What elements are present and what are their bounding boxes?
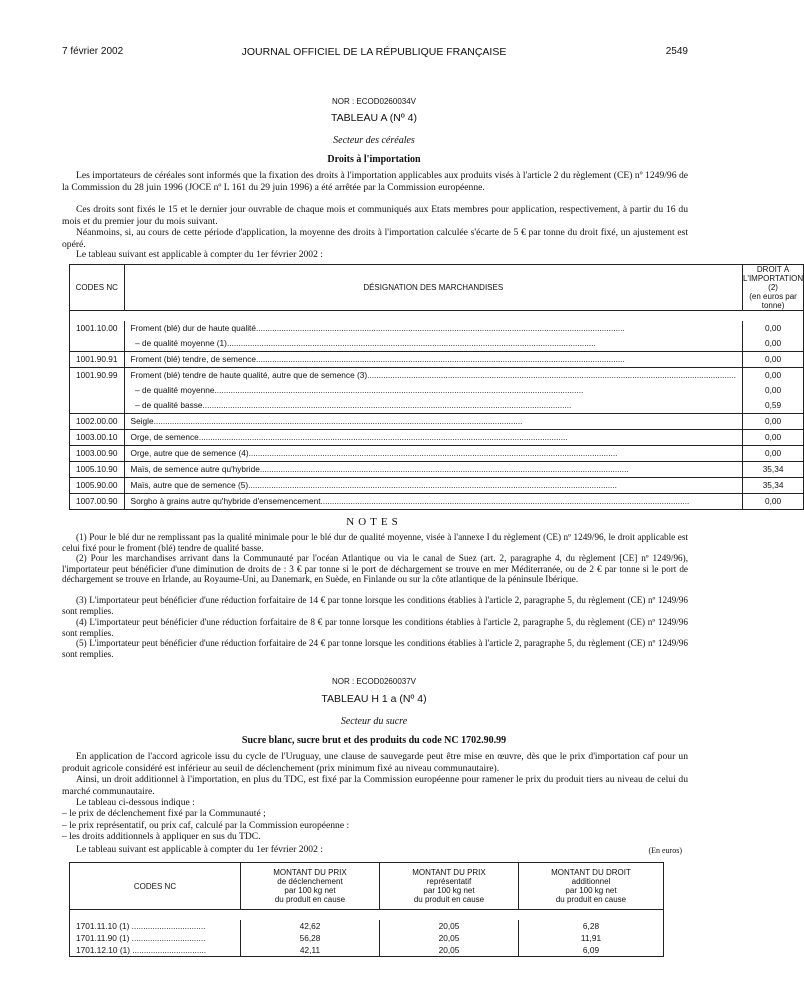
code-cell — [70, 430, 125, 446]
designation-text: – de qualité moyenne — [130, 385, 215, 395]
paragraph: Le tableau suivant est applicable à compter du 1er février 2002 : — [76, 249, 323, 260]
duty-value: 0,00 — [764, 370, 782, 380]
list-item: – les droits additionnels à appliquer en sus du TDC. — [62, 831, 261, 842]
designation-text: Seigle — [130, 416, 154, 426]
journal-title: JOURNAL OFFICIEL DE LA RÉPUBLIQUE FRANÇAISE — [241, 46, 507, 58]
col-header-line: par 100 kg net — [284, 886, 336, 895]
designation-line — [131, 383, 736, 398]
duty-cell — [742, 414, 803, 430]
nc-code: 1001.90.99 — [76, 370, 118, 380]
col-header-line: du produit en cause — [555, 895, 627, 904]
table-row — [70, 352, 804, 368]
duty-value: 0,00 — [764, 416, 782, 426]
sugar-table — [69, 862, 664, 957]
table-row — [70, 932, 664, 944]
col-header-line: MONTANT DU PRIX — [412, 868, 486, 877]
duty-cell — [742, 368, 803, 414]
notes-title: NOTES — [346, 516, 402, 528]
duty-value: 0,00 — [764, 448, 782, 458]
code-cell — [70, 352, 125, 368]
nc-code: 1005.10.90 — [76, 464, 118, 474]
designation-cell — [124, 352, 742, 368]
designation-text: Maïs, autre que de semence (5) — [130, 480, 249, 490]
duty-value: 35,34 — [762, 464, 784, 474]
code-cell: 1701.11.90 (1) ................................ — [70, 932, 241, 944]
col-header-line: représentatif — [426, 877, 472, 886]
col-header-line: de déclenchement — [277, 877, 343, 886]
value-cell: 20,05 — [380, 920, 519, 932]
header-date: 7 février 2002 — [62, 46, 124, 57]
designation-cell — [124, 414, 742, 430]
duty-cell — [742, 446, 803, 462]
designation-line — [131, 446, 736, 461]
leader-dots: ................................................................................................................................................................ — [226, 338, 596, 348]
table-row — [70, 446, 804, 462]
table-row — [70, 430, 804, 446]
col-header-line: par 100 kg net — [565, 886, 617, 895]
section-heading-2: Sucre blanc, sucre brut et des produits du code NC 1702.90.99 — [241, 735, 507, 746]
value-cell: 42,11 — [241, 944, 380, 957]
designation-cell — [124, 494, 742, 510]
leader-dots: ................................................................................................................................................................ — [320, 496, 690, 506]
designation-text: Froment (blé) dur de haute qualité — [130, 323, 256, 333]
sector-label: Secteur des céréales — [333, 135, 415, 146]
section-heading: Droits à l'importation — [327, 154, 421, 165]
designation-cell — [124, 321, 742, 352]
code-cell — [70, 321, 125, 352]
nor-reference: NOR : ECOD0260034V — [331, 97, 417, 106]
sector-label-2: Secteur du sucre — [340, 716, 408, 727]
code-cell: 1701.11.10 (1) ................................ — [70, 920, 241, 932]
unit-label: (En euros) — [648, 846, 682, 855]
duty-value: 0,00 — [764, 338, 782, 348]
col-header-designation: DÉSIGNATION DES MARCHANDISES — [124, 265, 742, 311]
col-header-droit — [742, 265, 803, 311]
designation-text: Froment (blé) tendre, de semence — [130, 354, 256, 364]
col-header-line: MONTANT DU PRIX — [273, 868, 347, 877]
code-cell — [70, 414, 125, 430]
nc-code: 1001.90.91 — [76, 354, 118, 364]
leader-dots: ................................................................................................................................................................ — [202, 400, 572, 410]
nc-code: 1003.00.90 — [76, 448, 118, 458]
page-number: 2549 — [665, 46, 688, 57]
nc-code: 1001.10.00 — [76, 323, 118, 333]
col-header-line: additionnel — [571, 877, 611, 886]
leader-dots: ................................................................................................................................................................ — [248, 448, 618, 458]
designation-line — [131, 462, 736, 477]
value-cell: 11,91 — [519, 932, 664, 944]
col-header-line: du produit en cause — [274, 895, 346, 904]
duty-cell — [742, 321, 803, 352]
designation-line — [131, 430, 736, 445]
col-header-line: par 100 kg net — [423, 886, 475, 895]
col-header-additionnel — [519, 863, 664, 910]
designation-text: – de qualité moyenne (1) — [130, 338, 227, 348]
col-header-line: du produit en cause — [413, 895, 485, 904]
value-cell: 20,05 — [380, 932, 519, 944]
col-header-droit-unit: (en euros par tonne) — [749, 292, 797, 310]
code-cell — [70, 462, 125, 478]
value-cell: 6,28 — [519, 920, 664, 932]
paragraph: Les importateurs de céréales sont informés que la fixation des droits à l'importation applicables aux produits visés à l'article 2 du règlement (CE) nº 1249/96 de la Commission du 28 juin 1996 (JOCE nº L 161 du 29 juin 1996) a été arrêtée par la Commission européenne. — [62, 170, 688, 193]
duty-cell — [742, 478, 803, 494]
paragraph: Néanmoins, si, au cours de cette période d'application, la moyenne des droits à l'importation calculée s'écarte de 5 € par tonne du droit fixé, un ajustement est opéré. — [62, 227, 688, 250]
designation-line — [131, 321, 736, 336]
list-item: – le prix de déclenchement fixé par la Communauté ; — [62, 808, 266, 819]
designation-text: – de qualité basse — [130, 400, 203, 410]
duty-value: 0,00 — [764, 432, 782, 442]
value-cell: 6,09 — [519, 944, 664, 957]
duty-value: 0,59 — [764, 400, 782, 410]
designation-line — [131, 336, 736, 351]
code-cell: 1701.12.10 (1) ................................ — [70, 944, 241, 957]
designation-cell — [124, 446, 742, 462]
value-cell: 20,05 — [380, 944, 519, 957]
designation-text: Orge, autre que de semence (4) — [130, 448, 249, 458]
table-row — [70, 478, 804, 494]
duty-cell — [742, 352, 803, 368]
leader-dots: ................................................................................................................................................................ — [214, 385, 584, 395]
note: (4) L'importateur peut bénéficier d'une réduction forfaitaire de 8 € par tonne lorsque les conditions établies à l'article 2, paragraphe 5, du règlement (CE) nº 1249/96 sont remplies. — [62, 617, 688, 638]
note: (5) L'importateur peut bénéficier d'une réduction forfaitaire de 24 € par tonne lorsque les conditions établies à l'article 2, paragraphe 5, du règlement (CE) nº 1249/96 sont remplies. — [62, 638, 688, 659]
designation-text: Orge, de semence — [130, 432, 199, 442]
note: (3) L'importateur peut bénéficier d'une réduction forfaitaire de 14 € par tonne lorsque les conditions établies à l'article 2, paragraphe 5, du règlement (CE) nº 1249/96 sont remplies. — [62, 595, 688, 616]
code-cell — [70, 478, 125, 494]
import-duties-table — [69, 264, 804, 510]
section-title-2: TABLEAU H 1 a (Nº 4) — [321, 693, 427, 705]
col-header-codes: CODES NC — [70, 265, 125, 311]
designation-line — [131, 494, 736, 509]
designation-cell — [124, 430, 742, 446]
duty-value: 0,00 — [764, 385, 782, 395]
designation-line — [131, 352, 736, 367]
nc-code: 1005.90.00 — [76, 480, 118, 490]
designation-line — [131, 368, 736, 383]
leader-dots: ................................................................................................................................................................ — [367, 370, 736, 380]
nc-code: 1003.00.10 — [76, 432, 118, 442]
note: (1) Pour le blé dur ne remplissant pas la qualité minimale pour le blé dur de qualité moyenne, visée à l'annexe I du règlement (CE) nº 1249/96, le droit applicable est celui fixé pour le froment (blé) tendre de qualité basse. — [62, 532, 688, 553]
applicable-date: Le tableau suivant est applicable à compter du 1er février 2002 : — [76, 844, 323, 855]
table-row — [70, 368, 804, 414]
table-row — [70, 321, 804, 352]
paragraph: Ainsi, un droit additionnel à l'importation, en plus du TDC, est fixé par la Commission européenne pour ramener le prix du produit tiers au niveau de celui du marché communautaire. — [62, 774, 688, 797]
designation-text: Sorgho à grains autre qu'hybride d'ensemencement — [130, 496, 321, 506]
designation-text: Maïs, de semence autre qu'hybride — [130, 464, 260, 474]
code-cell — [70, 368, 125, 414]
col-header-codes: CODES NC — [70, 863, 241, 910]
col-header-declenchement — [241, 863, 380, 910]
list-intro: Le tableau ci-dessous indique : — [76, 797, 195, 808]
designation-line — [131, 414, 736, 429]
duty-cell — [742, 430, 803, 446]
code-cell — [70, 446, 125, 462]
designation-cell — [124, 478, 742, 494]
duty-cell — [742, 462, 803, 478]
leader-dots: ................................................................................................................................................................ — [259, 464, 629, 474]
col-header-droit-title: DROIT À L'IMPORTATION (2) — [742, 265, 804, 292]
section-title: TABLEAU A (Nº 4) — [331, 112, 417, 124]
table-row — [70, 494, 804, 510]
list-item: – le prix représentatif, ou prix caf, calculé par la Commission européenne : — [62, 820, 350, 831]
designation-cell — [124, 462, 742, 478]
designation-line — [131, 478, 736, 493]
leader-dots: ................................................................................................................................................................ — [248, 480, 617, 490]
table-row — [70, 920, 664, 932]
leader-dots: ................................................................................................................................................................ — [255, 354, 625, 364]
value-cell: 56,28 — [241, 932, 380, 944]
nc-code: 1007.00.90 — [76, 496, 118, 506]
table-row — [70, 944, 664, 957]
designation-cell — [124, 368, 742, 414]
note: (2) Pour les marchandises arrivant dans la Communauté par l'océan Atlantique ou via le canal de Suez (art. 2, paragraphe 4, du règlement [CE] nº 1249/96), l'importateur peut bénéficier d'une diminution de droits de : 3 € par tonne si le port de déchargement se trouve en mer Méditerranée, ou de 2 € par tonne si le port de déchargement se trouve en Irlande, au Royaume-Uni, au Danemark, en Suède, en Finlande ou sur la côte atlantique de la péninsule Ibérique. — [62, 553, 688, 585]
duty-cell — [742, 494, 803, 510]
duty-value: 35,34 — [762, 480, 784, 490]
col-header-representatif — [380, 863, 519, 910]
designation-line — [131, 398, 736, 413]
paragraph: En application de l'accord agricole issu du cycle de l'Uruguay, une clause de sauvegarde peut être mise en œuvre, dès que le prix d'importation caf pour un produit agricole considéré est inférieur au seuil de déclenchement (prix minimum fixé au niveau communautaire). — [62, 751, 688, 774]
leader-dots: ................................................................................................................................................................ — [255, 323, 625, 333]
nor-reference-2: NOR : ECOD0260037V — [331, 677, 417, 686]
leader-dots: ................................................................................................................................................................ — [198, 432, 568, 442]
duty-value: 0,00 — [764, 354, 782, 364]
designation-text: Froment (blé) tendre de haute qualité, autre que de semence (3) — [130, 370, 368, 380]
paragraph: Ces droits sont fixés le 15 et le dernier jour ouvrable de chaque mois et communiqués aux Etats membres pour application, respectivement, à partir du 16 du mois et du premier jour du mois suivant. — [62, 204, 688, 227]
value-cell: 42,62 — [241, 920, 380, 932]
code-cell — [70, 494, 125, 510]
col-header-line: MONTANT DU DROIT — [551, 868, 631, 877]
table-row — [70, 462, 804, 478]
table-row — [70, 414, 804, 430]
duty-value: 0,00 — [764, 496, 782, 506]
leader-dots: ................................................................................................................................................................ — [153, 416, 523, 426]
duty-value: 0,00 — [764, 323, 782, 333]
nc-code: 1002.00.00 — [76, 416, 118, 426]
